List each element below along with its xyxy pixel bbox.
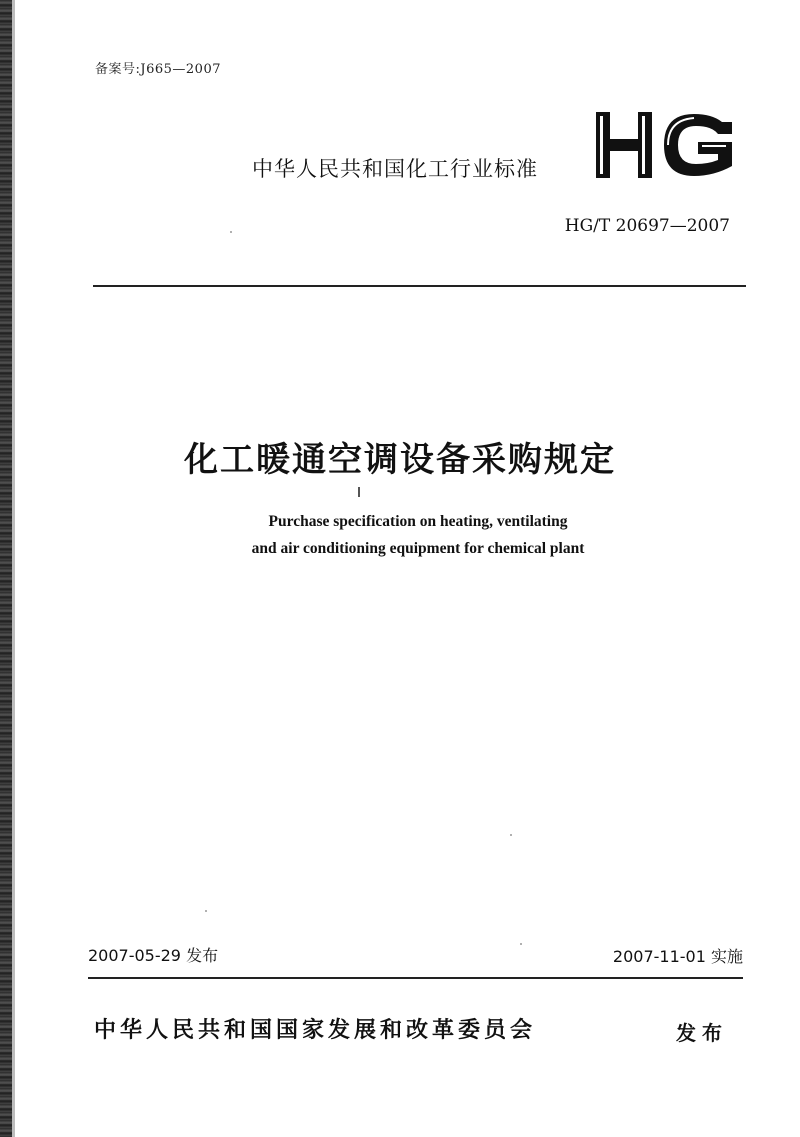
standard-code: HG/T 20697—2007	[564, 216, 730, 236]
footer-divider	[88, 977, 743, 979]
scan-speck	[205, 910, 207, 912]
document-title-english-line2: and air conditioning equipment for chemical plant	[251, 540, 585, 557]
scan-binding-edge	[0, 0, 12, 1137]
scan-mark	[358, 487, 360, 497]
header-divider	[93, 285, 746, 287]
document-title-chinese: 化工暖通空调设备采购规定	[184, 440, 616, 480]
implementation-date: 2007-11-01 实施	[612, 947, 743, 966]
scan-speck	[230, 231, 232, 233]
document-title-english-line1: Purchase specification on heating, ventilating	[268, 513, 568, 530]
publisher-name: 中华人民共和国国家发展和改革委员会	[94, 1018, 537, 1043]
issue-date: 2007-05-29 发布	[88, 946, 219, 965]
scan-speck	[520, 943, 522, 945]
scan-speck	[510, 834, 512, 836]
organization-standard-label: 中华人民共和国化工行业标准	[252, 157, 538, 181]
filing-number: 备案号:J665—2007	[95, 62, 221, 77]
scan-binding-shadow	[12, 0, 15, 1137]
hg-logo	[594, 108, 736, 180]
logo-letter-g	[664, 114, 732, 176]
publish-label: 发布	[676, 1021, 728, 1045]
